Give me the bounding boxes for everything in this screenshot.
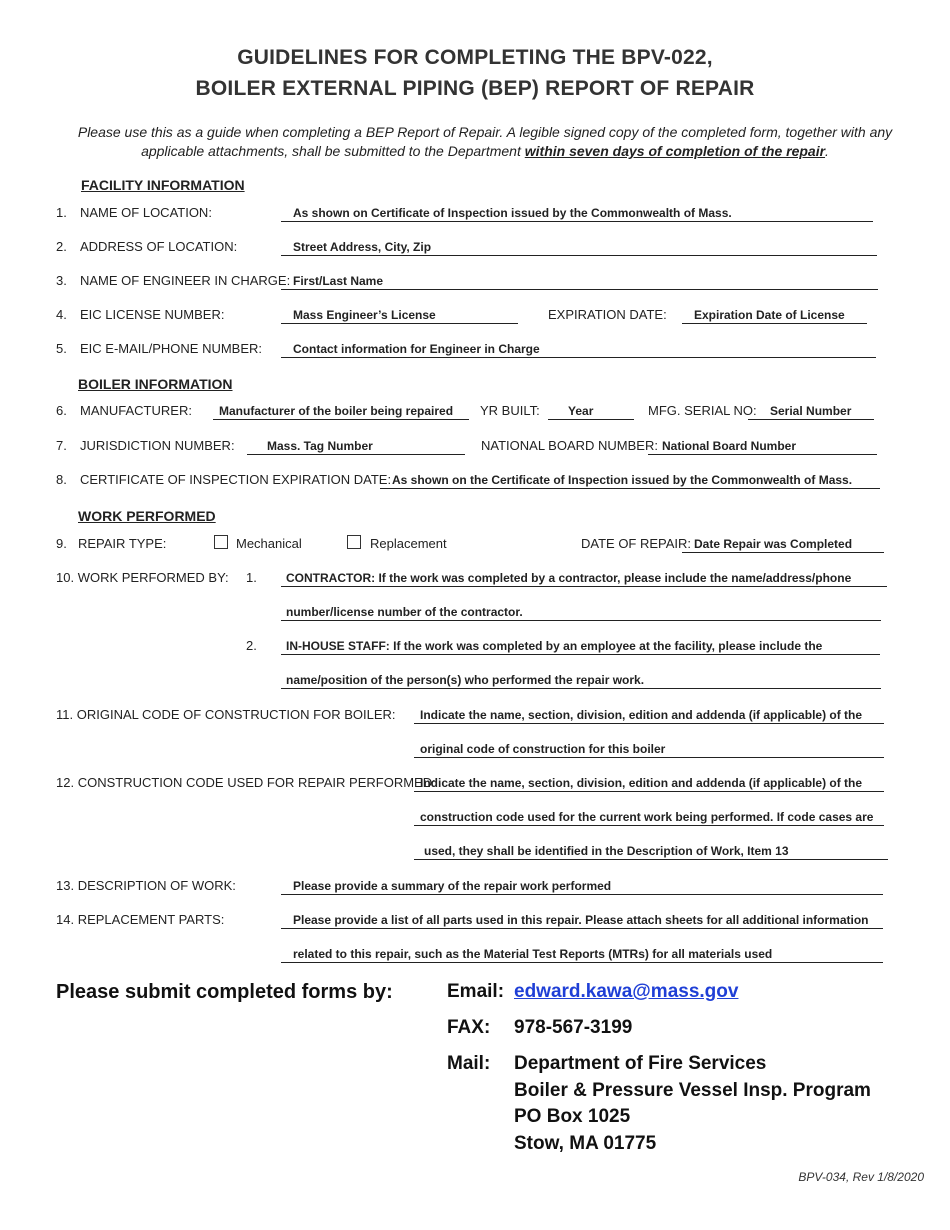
contractor-field-line-1[interactable] bbox=[281, 571, 887, 587]
date-of-repair-label: DATE OF REPAIR: bbox=[581, 536, 692, 551]
mail-address-line: PO Box 1025 bbox=[514, 1106, 631, 1127]
field-text: construction code used for the current work being performed. If code cases are bbox=[420, 810, 874, 824]
replacement-parts-field-line-1[interactable] bbox=[281, 913, 883, 929]
mechanical-checkbox[interactable] bbox=[214, 535, 228, 549]
eic-license-label: EIC LICENSE NUMBER: bbox=[80, 307, 225, 322]
item-number: 8. bbox=[56, 472, 67, 487]
item-number: 14. bbox=[56, 912, 75, 927]
national-board-label: NATIONAL BOARD NUMBER: bbox=[481, 438, 658, 453]
boiler-heading: BOILER INFORMATION bbox=[78, 376, 233, 392]
repair-code-label bbox=[56, 775, 436, 790]
original-code-field-line-2[interactable] bbox=[414, 742, 884, 758]
manufacturer-label: MANUFACTURER: bbox=[80, 403, 192, 418]
field-text: First/Last Name bbox=[293, 274, 384, 288]
item-number: 13. bbox=[56, 878, 75, 893]
field-text: name/position of the person(s) who performed the repair work. bbox=[286, 673, 645, 687]
item-number: 10. bbox=[56, 570, 75, 585]
description-of-work-label bbox=[56, 878, 236, 893]
replacement-parts-field-line-2[interactable] bbox=[281, 947, 883, 963]
work-performed-by-text: WORK PERFORMED BY: bbox=[77, 570, 229, 585]
expiration-date-field[interactable] bbox=[682, 308, 867, 324]
address-of-location-label: ADDRESS OF LOCATION: bbox=[80, 239, 238, 254]
field-text: Please provide a summary of the repair work performed bbox=[293, 879, 612, 893]
repair-code-text: CONSTRUCTION CODE USED FOR REPAIR PERFORMED: bbox=[77, 775, 436, 790]
field-text: Indicate the name, section, division, edition and addenda (if applicable) of the bbox=[420, 708, 863, 722]
engineer-in-charge-field[interactable] bbox=[281, 274, 878, 290]
item-number: 1. bbox=[56, 205, 67, 220]
email-link[interactable]: edward.kawa@mass.gov bbox=[514, 981, 739, 1002]
mail-address-line: Boiler & Pressure Vessel Insp. Program bbox=[514, 1080, 871, 1101]
replacement-parts-text: REPLACEMENT PARTS: bbox=[77, 912, 225, 927]
item-number: 6. bbox=[56, 403, 67, 418]
national-board-field[interactable] bbox=[648, 439, 877, 455]
yr-built-label: YR BUILT: bbox=[480, 403, 540, 418]
in-house-field-line-2[interactable] bbox=[281, 673, 881, 689]
contractor-field-line-2[interactable] bbox=[281, 605, 881, 621]
field-text: Indicate the name, section, division, edition and addenda (if applicable) of the bbox=[420, 776, 863, 790]
item-number: 5. bbox=[56, 341, 67, 356]
manufacturer-field[interactable] bbox=[213, 404, 469, 420]
original-code-label bbox=[56, 707, 396, 722]
sub-item-number: 2. bbox=[246, 638, 257, 653]
replacement-option-label: Replacement bbox=[370, 536, 447, 551]
fax-number: 978-567-3199 bbox=[514, 1017, 633, 1038]
field-text: CONTRACTOR: If the work was completed by a contractor, please include the name/address/phone bbox=[286, 571, 852, 585]
eic-license-field[interactable] bbox=[281, 308, 518, 324]
field-text: Date Repair was Completed bbox=[694, 537, 853, 551]
address-of-location-field[interactable] bbox=[281, 240, 877, 256]
repair-code-field-line-3[interactable] bbox=[414, 844, 888, 860]
original-code-field-line-1[interactable] bbox=[414, 708, 884, 724]
intro-paragraph bbox=[70, 123, 900, 161]
certificate-expiration-field[interactable] bbox=[380, 473, 880, 489]
work-performed-by-label bbox=[56, 570, 229, 585]
name-of-location-field[interactable] bbox=[281, 206, 873, 222]
repair-code-field-line-1[interactable] bbox=[414, 776, 884, 792]
item-number: 2. bbox=[56, 239, 67, 254]
submit-heading: Please submit completed forms by: bbox=[56, 981, 393, 1003]
jurisdiction-number-field[interactable] bbox=[247, 439, 465, 455]
mail-address-line: Department of Fire Services bbox=[514, 1053, 767, 1074]
yr-built-field[interactable] bbox=[548, 404, 634, 420]
item-number: 7. bbox=[56, 438, 67, 453]
description-of-work-field[interactable] bbox=[281, 879, 883, 895]
intro-emphasis: within seven days of completion of the repair bbox=[524, 143, 826, 159]
field-text: original code of construction for this boiler bbox=[420, 742, 666, 756]
in-house-field-line-1[interactable] bbox=[281, 639, 880, 655]
field-text: Year bbox=[568, 404, 594, 418]
item-number: 12. bbox=[56, 775, 75, 790]
field-text: Contact information for Engineer in Charge bbox=[293, 342, 540, 356]
name-of-location-label: NAME OF LOCATION: bbox=[80, 205, 212, 220]
certificate-expiration-label: CERTIFICATE OF INSPECTION EXPIRATION DATE: bbox=[80, 472, 392, 487]
title-line-1: GUIDELINES FOR COMPLETING THE BPV-022, bbox=[237, 46, 713, 69]
facility-heading: FACILITY INFORMATION bbox=[81, 177, 245, 193]
replacement-checkbox[interactable] bbox=[347, 535, 361, 549]
field-text: As shown on Certificate of Inspection issued by the Commonwealth of Mass. bbox=[293, 206, 732, 220]
field-text: IN-HOUSE STAFF: If the work was completed by an employee at the facility, please include the bbox=[286, 639, 823, 653]
field-text: Street Address, City, Zip bbox=[293, 240, 432, 254]
field-text: Manufacturer of the boiler being repaired bbox=[219, 404, 454, 418]
work-heading: WORK PERFORMED bbox=[78, 508, 216, 524]
eic-contact-label: EIC E-MAIL/PHONE NUMBER: bbox=[80, 341, 263, 356]
serial-no-label: MFG. SERIAL NO: bbox=[648, 403, 757, 418]
engineer-in-charge-label: NAME OF ENGINEER IN CHARGE: bbox=[80, 273, 291, 288]
field-text: National Board Number bbox=[662, 439, 797, 453]
intro-text: Please use this as a guide when completing a BEP Report of Repair. A legible signed copy of the completed form, together with any applicable attachments, shall be submitted to the Department bbox=[77, 124, 893, 159]
field-text: Serial Number bbox=[770, 404, 852, 418]
field-text: Please provide a list of all parts used in this repair. Please attach sheets for all additional information bbox=[293, 913, 869, 927]
item-number: 11. bbox=[56, 707, 74, 722]
sub-item-number: 1. bbox=[246, 570, 257, 585]
field-text: As shown on the Certificate of Inspection issued by the Commonwealth of Mass. bbox=[392, 473, 853, 487]
field-text: related to this repair, such as the Material Test Reports (MTRs) for all materials used bbox=[293, 947, 773, 961]
revision-note: BPV-034, Rev 1/8/2020 bbox=[798, 1170, 924, 1184]
description-of-work-text: DESCRIPTION OF WORK: bbox=[77, 878, 236, 893]
field-text: Expiration Date of License bbox=[694, 308, 845, 322]
replacement-parts-label bbox=[56, 912, 224, 927]
intro-end: . bbox=[825, 143, 829, 159]
mail-address-line: Stow, MA 01775 bbox=[514, 1133, 657, 1154]
mail-label: Mail: bbox=[447, 1053, 491, 1074]
jurisdiction-number-label: JURISDICTION NUMBER: bbox=[80, 438, 235, 453]
repair-type-label: REPAIR TYPE: bbox=[78, 536, 167, 551]
email-label: Email: bbox=[447, 981, 505, 1002]
item-number: 4. bbox=[56, 307, 67, 322]
fax-label: FAX: bbox=[447, 1017, 491, 1038]
field-text: Mass. Tag Number bbox=[267, 439, 373, 453]
field-text: used, they shall be identified in the Description of Work, Item 13 bbox=[424, 844, 789, 858]
item-number: 3. bbox=[56, 273, 67, 288]
field-text: number/license number of the contractor. bbox=[286, 605, 523, 619]
original-code-text: ORIGINAL CODE OF CONSTRUCTION FOR BOILER: bbox=[76, 707, 396, 722]
eic-contact-field[interactable] bbox=[281, 342, 876, 358]
repair-code-field-line-2[interactable] bbox=[414, 810, 884, 826]
serial-no-field[interactable] bbox=[748, 404, 874, 420]
mechanical-option-label: Mechanical bbox=[236, 536, 302, 551]
field-text: Mass Engineer’s License bbox=[293, 308, 436, 322]
expiration-date-label: EXPIRATION DATE: bbox=[548, 307, 667, 322]
date-of-repair-field[interactable] bbox=[682, 537, 884, 553]
title-line-2: BOILER EXTERNAL PIPING (BEP) REPORT OF REPAIR bbox=[195, 77, 755, 100]
item-number: 9. bbox=[56, 536, 67, 551]
